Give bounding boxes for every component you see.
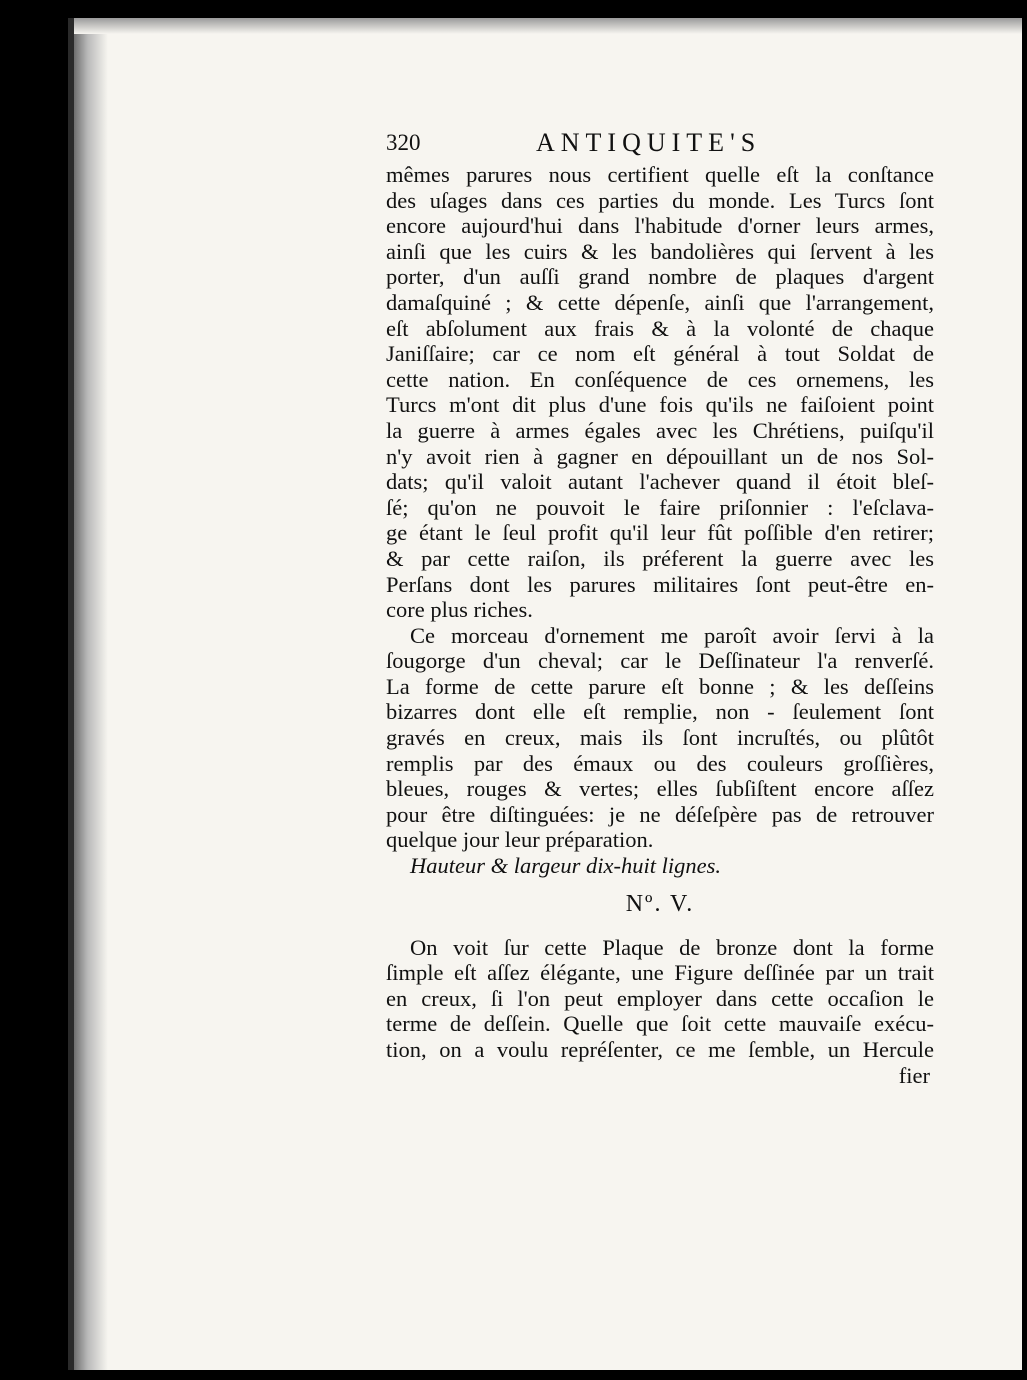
text-line: n'y avoit rien à gagner en dépouillant un de nos Sol- [386, 443, 934, 469]
text-line: ſé; qu'on ne pouvoit le faire priſonnier : l'eſclava- [386, 494, 934, 520]
text-line: dats; qu'il valoit autant l'achever quand il étoit bleſ- [386, 469, 934, 495]
text-line: gravés en creux, mais ils ſont incruſtés, ou plûtôt [386, 725, 934, 751]
text-line: eſt abſolument aux frais & à la volonté de chaque [386, 315, 934, 341]
text-line: remplis par des émaux ou des couleurs groſſières, [386, 750, 934, 776]
paragraph-2 [386, 623, 934, 853]
text-line: damaſquiné ; & cette dépenſe, ainſi que l'arrangement, [386, 289, 934, 315]
text-line: ge étant le ſeul profit qu'il leur fût poſſible d'en retirer; [386, 520, 934, 546]
text-line: porter, d'un auſſi grand nombre de plaques d'argent [386, 264, 934, 290]
text-line: terme de deſſein. Quelle que ſoit cette mauvaiſe exécu- [386, 1011, 934, 1037]
text-line: mêmes parures nous certifient quelle eſt la conſtance [386, 162, 934, 187]
text-line: & par cette raiſon, ils préferent la guerre avec les [386, 545, 934, 571]
paragraph-3 [386, 935, 934, 1063]
text-line: ainſi que les cuirs & les bandolières qui ſervent à les [386, 238, 934, 264]
page-number: 320 [386, 130, 421, 155]
text-line: bizarres dont elle eſt remplie, non - ſeulement ſont [386, 699, 934, 725]
text-line: ſimple eſt aſſez élégante, une Figure deſſinée par un trait [386, 960, 934, 986]
text-line: La forme de cette parure eſt bonne ; & les deſſeins [386, 673, 934, 699]
paragraph-1 [386, 162, 934, 623]
text-line: quelque jour leur préparation. [386, 827, 654, 853]
text-line: Turcs m'ont dit plus d'une fois qu'ils ne faiſoient point [386, 392, 934, 418]
text-line: core plus riches. [386, 597, 533, 623]
section-title: Nº. V. [625, 890, 695, 917]
text-line: ſougorge d'un cheval; car le Deſſinateur l'a renverſé. [386, 648, 934, 674]
text-line: bleues, rouges & vertes; elles ſubſiſtent encore aſſez [386, 776, 934, 802]
dimensions-note: Hauteur & largeur dix-huit lignes. [410, 853, 722, 879]
text-line: tion, on a voulu repréſenter, ce me ſemble, un Hercule [386, 1037, 934, 1062]
text-line: cette nation. En conſéquence de ces ornemens, les [386, 366, 934, 392]
text-line: en creux, ſi l'on peut employer dans cette occaſion le [386, 985, 934, 1011]
text-line: On voit ſur cette Plaque de bronze dont la forme [410, 934, 934, 960]
text-line: encore aujourd'hui dans l'habitude d'orner leurs armes, [386, 213, 934, 239]
text-block [386, 128, 934, 1088]
text-line: pour être diſtinguées: je ne déſeſpère pas de retrouver [386, 801, 934, 827]
running-head: ANTIQUITE'S [536, 128, 762, 157]
page-header [386, 128, 934, 162]
text-line: Perſans dont les parures militaires ſont peut-être en- [386, 571, 934, 597]
catchword: fier [898, 1062, 930, 1088]
text-line: Ce morceau d'ornement me paroît avoir ſervi à la [410, 622, 934, 648]
text-line: la guerre à armes égales avec les Chrétiens, puiſqu'il [386, 417, 934, 443]
text-line: des uſages dans ces parties du monde. Les Turcs ſont [386, 187, 934, 213]
text-line: Janiſſaire; car ce nom eſt général à tout Soldat de [386, 341, 934, 367]
